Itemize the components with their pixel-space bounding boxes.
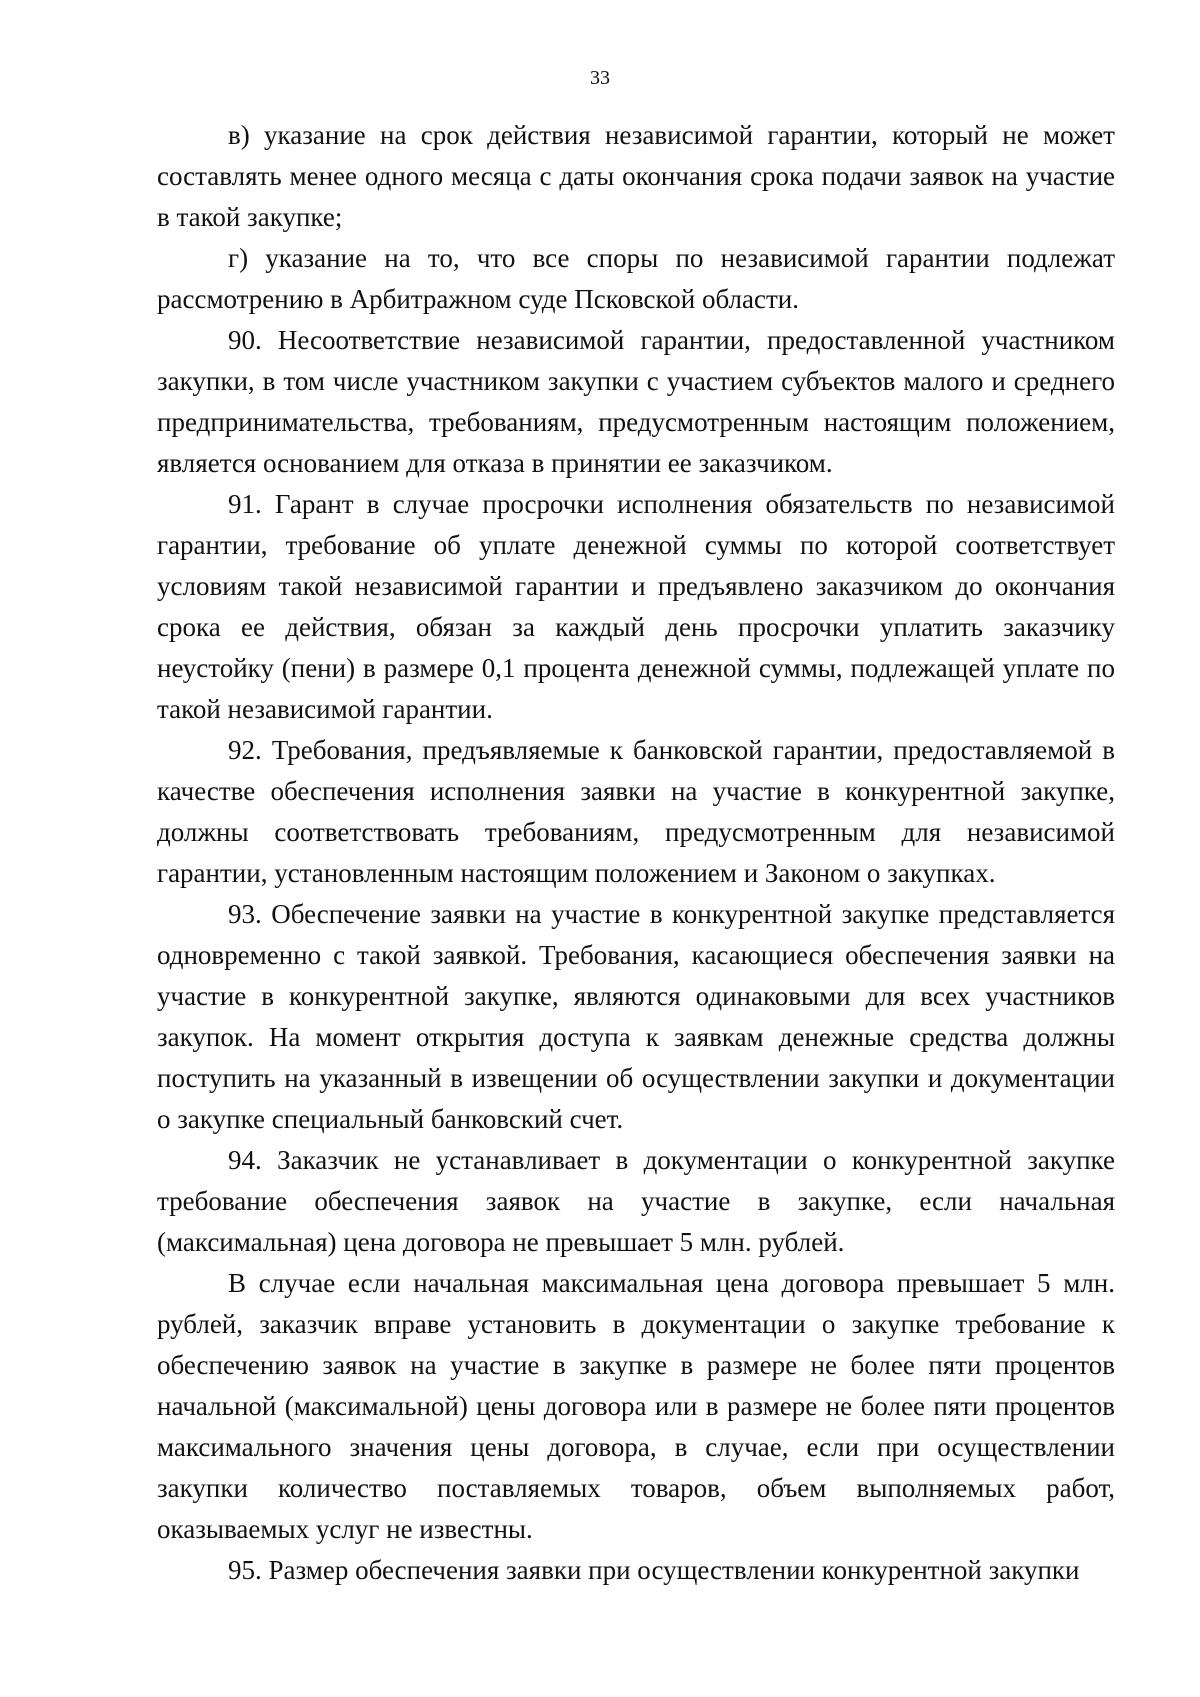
paragraph-g: г) указание на то, что все споры по независимой гарантии подлежат рассмотрению в Арбитражном суде Псковской области. [157, 243, 1115, 314]
paragraph-91: 91. Гарант в случае просрочки исполнения обязательств по независимой гарантии, требование об уплате денежной суммы по которой соответствует условиям такой независимой гарантии и предъявлено заказчиком до окончания срока ее действия, обязан за каждый день просрочки уплатить заказчику неустойку (пени) в размере 0,1 процента денежной суммы, подлежащей уплате по такой независимой гарантии. [157, 489, 1115, 724]
paragraph-94: 94. Заказчик не устанавливает в документации о конкурентной закупке требование обеспечения заявок на участие в закупке, если начальная (максимальная) цена договора не превышает 5 млн. рублей. [157, 1145, 1115, 1257]
paragraph-94-continued: В случае если начальная максимальная цена договора превышает 5 млн. рублей, заказчик вправе установить в документации о закупке требование к обеспечению заявок на участие в закупке в размере не более пяти процентов начальной (максимальной) цены договора или в размере не более пяти процентов максимального значения цены договора, в случае, если при осуществлении закупки количество поставляемых товаров, объем выполняемых работ, оказываемых услуг не известны. [157, 1268, 1115, 1544]
page-number: 33 [590, 67, 610, 89]
paragraph-95: 95. Размер обеспечения заявки при осуществлении конкурентной закупки [228, 1555, 1080, 1585]
document-body [157, 115, 1115, 1591]
paragraph-92: 92. Требования, предъявляемые к банковской гарантии, предоставляемой в качестве обеспечения исполнения заявки на участие в конкурентной закупке, должны соответствовать требованиям, предусмотренным для независимой гарантии, установленным настоящим положением и Законом о закупках. [157, 735, 1115, 888]
paragraph-93: 93. Обеспечение заявки на участие в конкурентной закупке представляется одновременно с такой заявкой. Требования, касающиеся обеспечения заявки на участие в конкурентной закупке, являются одинаковыми для всех участников закупок. На момент открытия доступа к заявкам денежные средства должны поступить на указанный в извещении об осуществлении закупки и документации о закупке специальный банковский счет. [157, 899, 1115, 1134]
paragraph-v: в) указание на срок действия независимой гарантии, который не может составлять менее одного месяца с даты окончания срока подачи заявок на участие в такой закупке; [157, 120, 1115, 232]
paragraph-90: 90. Несоответствие независимой гарантии, предоставленной участником закупки, в том числе участником закупки с участием субъектов малого и среднего предпринимательства, требованиям, предусмотренным настоящим положением, является основанием для отказа в принятии ее заказчиком. [157, 325, 1115, 478]
